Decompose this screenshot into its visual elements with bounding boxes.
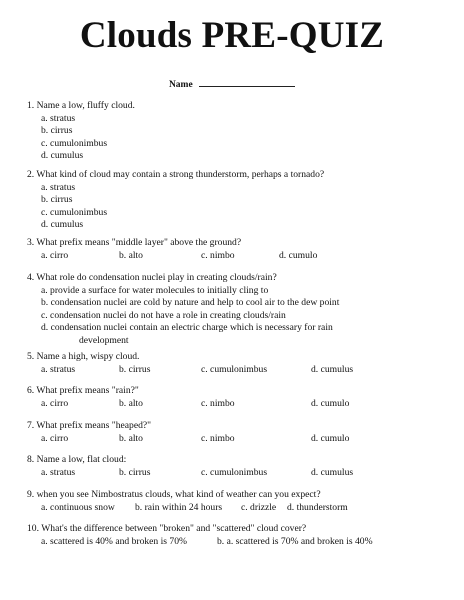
name-field (0, 78, 464, 90)
question-4 (27, 272, 444, 347)
answer-option[interactable]: c. nimbo (201, 432, 235, 444)
question-1 (27, 100, 444, 163)
answer-option[interactable]: d. thunderstorm (287, 501, 348, 513)
answer-option[interactable]: b. a. scattered is 70% and broken is 40% (217, 535, 373, 547)
answer-option[interactable]: d. cumulo (311, 397, 350, 409)
answer-option[interactable]: b. cirrus (41, 194, 73, 205)
question-stem: 10. What's the difference between "broken" and "scattered" cloud cover? (27, 523, 307, 534)
answer-option[interactable]: a. cirro (41, 397, 69, 409)
question-stem: 8. Name a low, flat cloud: (27, 454, 127, 465)
question-8 (27, 454, 444, 479)
answer-option[interactable]: b. cirrus (119, 363, 151, 375)
question-5 (27, 351, 444, 376)
answer-option[interactable]: a. continuous snow (41, 501, 115, 513)
question-stem: 9. when you see Nimbostratus clouds, what kind of weather can you expect? (27, 489, 321, 500)
answer-option[interactable]: c. drizzle (241, 501, 277, 513)
answer-option[interactable]: c. cumulonimbus (41, 206, 108, 218)
answer-option[interactable]: a. stratus (41, 363, 76, 375)
question-7 (27, 420, 444, 445)
answer-option[interactable]: a. stratus (41, 112, 76, 124)
answer-option[interactable]: b. condensation nuclei are cold by nature and help to cool air to the dew point (41, 297, 340, 308)
answer-option[interactable]: a. scattered is 40% and broken is 70% (41, 535, 187, 547)
name-blank-line[interactable] (199, 78, 295, 87)
answer-option[interactable]: a. cirro (41, 432, 69, 444)
question-6 (27, 385, 444, 410)
answer-option[interactable]: c. nimbo (201, 249, 235, 261)
answer-option[interactable]: c. condensation nuclei do not have a role in creating clouds/rain (41, 309, 286, 321)
answer-option[interactable]: a. provide a surface for water molecules to initially cling to (41, 284, 269, 296)
question-9 (27, 489, 444, 514)
answer-option[interactable]: a. cirro (41, 249, 69, 261)
answer-option[interactable]: b. cirrus (41, 125, 73, 136)
answer-option[interactable]: c. cumulonimbus (201, 466, 268, 478)
page-title: Clouds PRE-QUIZ (79, 15, 385, 56)
question-stem: 1. Name a low, fluffy cloud. (27, 100, 135, 111)
question-10 (27, 523, 444, 548)
answer-option[interactable]: a. stratus (41, 466, 76, 478)
question-stem: 7. What prefix means "heaped?" (27, 420, 152, 431)
answer-option-continuation: development (79, 334, 129, 346)
answer-option[interactable]: d. cumulo (279, 249, 318, 261)
answer-option[interactable]: c. nimbo (201, 397, 235, 409)
answer-option[interactable]: a. stratus (41, 181, 76, 193)
question-stem: 3. What prefix means "middle layer" above the ground? (27, 237, 242, 248)
question-stem: 2. What kind of cloud may contain a strong thunderstorm, perhaps a tornado? (27, 169, 325, 180)
answer-option[interactable]: b. alto (119, 249, 143, 261)
answer-option[interactable]: b. alto (119, 432, 143, 444)
answer-option[interactable]: b. rain within 24 hours (135, 501, 223, 513)
name-label: Name (168, 80, 193, 90)
answer-option[interactable]: d. cumulus (41, 219, 84, 230)
question-stem: 4. What role do condensation nuclei play in creating clouds/rain? (27, 272, 277, 283)
answer-option[interactable]: d. cumulus (311, 363, 354, 375)
answer-option[interactable]: c. cumulonimbus (201, 363, 268, 375)
answer-option[interactable]: d. cumulus (311, 466, 354, 478)
answer-option[interactable]: c. cumulonimbus (41, 137, 108, 149)
question-2 (27, 169, 444, 232)
answer-option[interactable]: b. cirrus (119, 466, 151, 478)
answer-option[interactable]: b. alto (119, 397, 143, 409)
answer-option[interactable]: d. condensation nuclei contain an electric charge which is necessary for rain (41, 322, 333, 333)
question-stem: 6. What prefix means "rain?" (27, 385, 139, 396)
question-stem: 5. Name a high, wispy cloud. (27, 351, 140, 362)
answer-option[interactable]: d. cumulo (311, 432, 350, 444)
answer-option[interactable]: d. cumulus (41, 150, 84, 161)
question-3 (27, 237, 444, 262)
